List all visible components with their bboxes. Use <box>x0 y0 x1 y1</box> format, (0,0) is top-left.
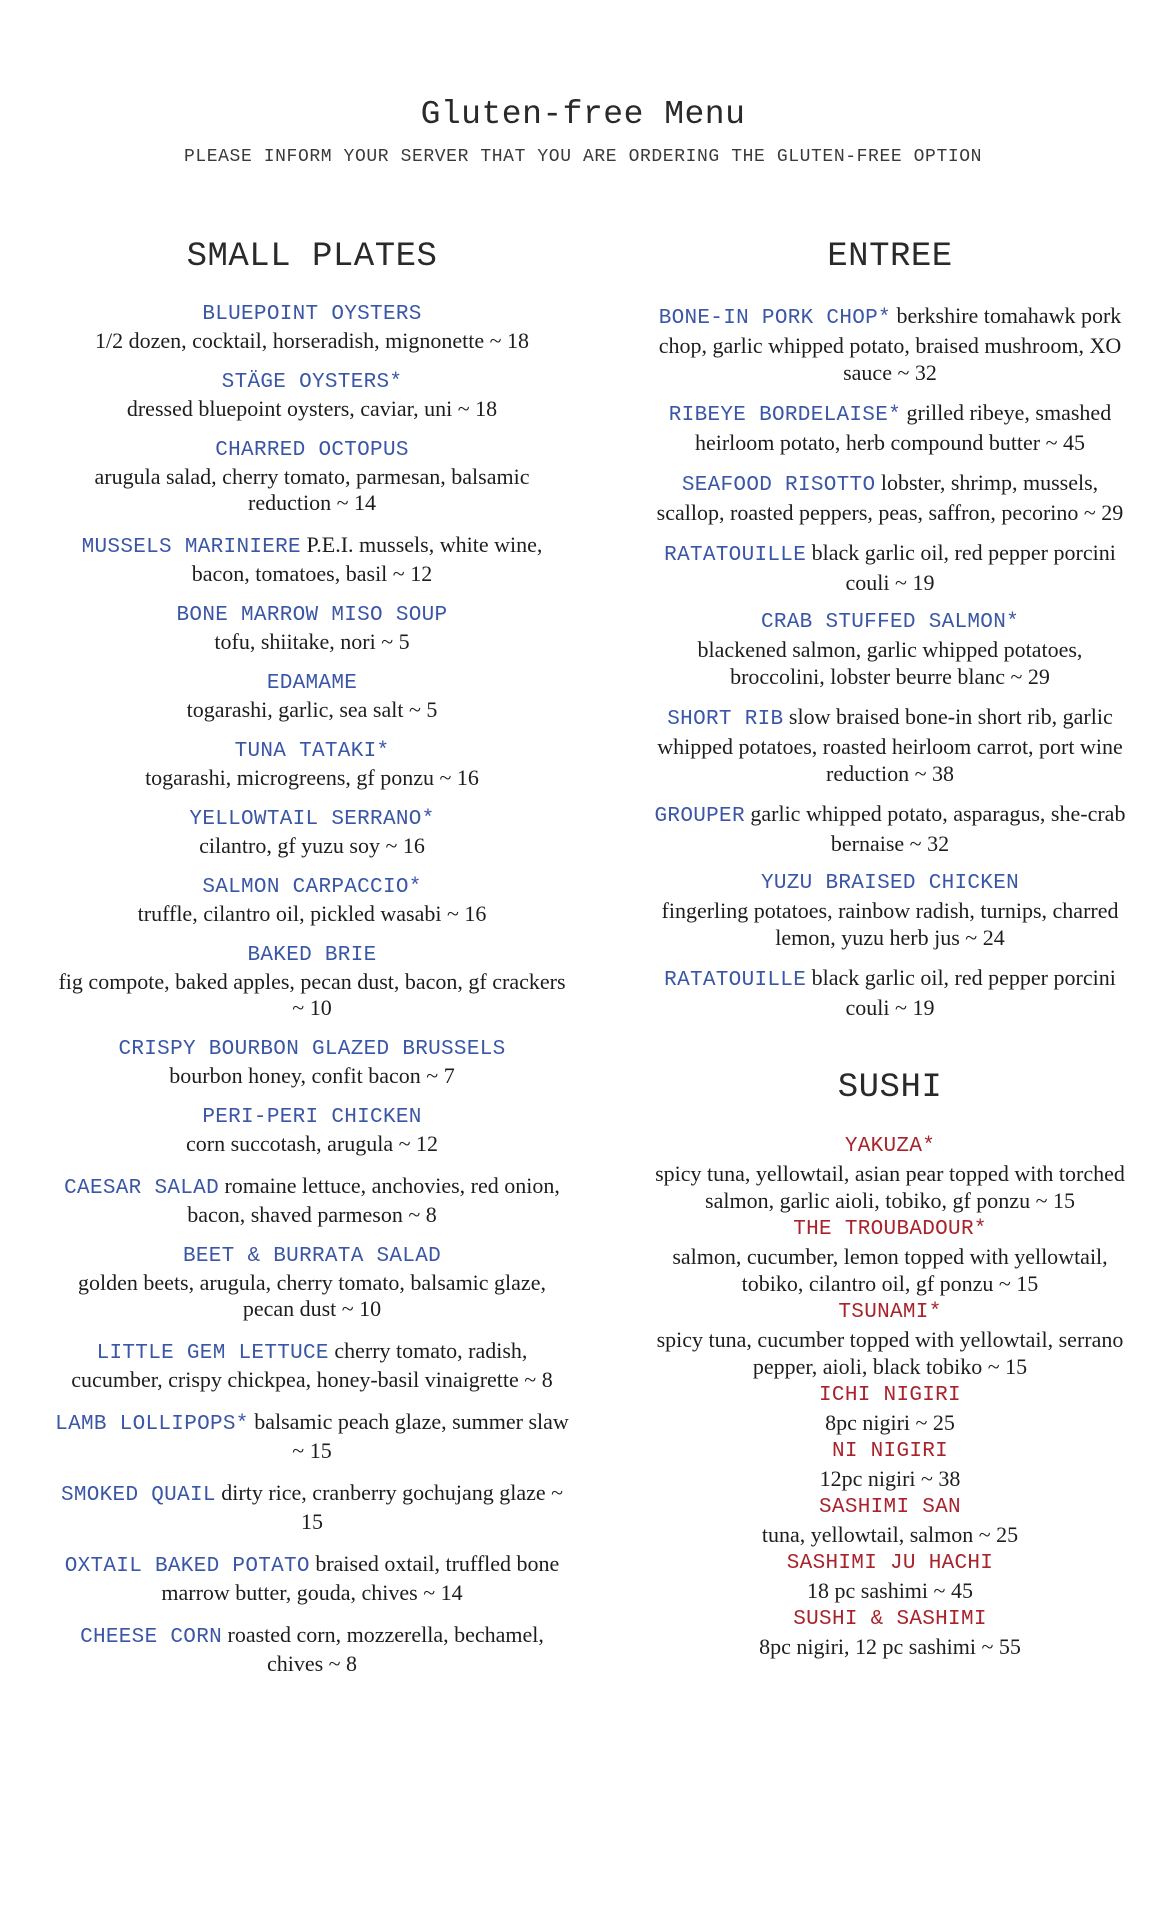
menu-item <box>650 469 1130 526</box>
menu-item-description: braised oxtail, truffled bone marrow butter, gouda, chives ~ 14 <box>161 1551 560 1605</box>
menu-item-name: CRAB STUFFED SALMON* <box>760 611 1020 634</box>
menu-item-description: slow braised bone-in short rib, garlic whipped potatoes, roasted heirloom carrot, port wine reduction ~ 38 <box>657 704 1123 786</box>
menu-item-description: spicy tuna, yellowtail, asian pear topped with torched salmon, garlic aioli, tobiko, gf ponzu ~ 15 <box>655 1161 1125 1213</box>
menu-item <box>650 609 1130 690</box>
menu-item-name: SASHIMI JU HACHI <box>786 1552 994 1575</box>
menu-item <box>52 438 572 516</box>
menu-item <box>650 1438 1130 1492</box>
menu-item-description: balsamic peach glaze, summer slaw ~ 15 <box>254 1409 569 1463</box>
menu-item-name: MUSSELS MARINIERE <box>81 536 301 559</box>
menu-item-name: RATATOUILLE <box>664 969 807 992</box>
menu-header <box>0 96 1166 167</box>
menu-item-name: CHEESE CORN <box>80 1626 223 1649</box>
menu-item-description: garlic whipped potato, asparagus, she-crab bernaise ~ 32 <box>750 801 1126 856</box>
sushi-list <box>650 1133 1130 1660</box>
menu-item-name: YAKUZA* <box>844 1135 936 1158</box>
menu-item-description: lobster, shrimp, mussels, scallop, roasted peppers, peas, saffron, pecorino ~ 29 <box>656 470 1124 525</box>
menu-item-description: corn succotash, arugula ~ 12 <box>186 1131 438 1156</box>
menu-item <box>650 870 1130 951</box>
menu-item <box>52 1037 572 1089</box>
menu-item-name: CHARRED OCTOPUS <box>215 439 409 462</box>
menu-item <box>52 370 572 422</box>
small-plates-column <box>52 238 572 1693</box>
menu-item <box>650 964 1130 1021</box>
menu-item-name: LITTLE GEM LETTUCE <box>96 1342 329 1365</box>
menu-item <box>650 1299 1130 1380</box>
menu-item-description: cilantro, gf yuzu soy ~ 16 <box>199 833 425 858</box>
menu-item <box>52 302 572 354</box>
menu-item <box>650 1382 1130 1436</box>
menu-item-name: YUZU BRAISED CHICKEN <box>760 872 1020 895</box>
entree-title: ENTREE <box>827 238 953 276</box>
menu-item-name: BEET & BURRATA SALAD <box>182 1245 442 1268</box>
menu-item <box>650 1216 1130 1297</box>
menu-item-name: NI NIGIRI <box>831 1440 949 1463</box>
menu-item-description: arugula salad, cherry tomato, parmesan, balsamic reduction ~ 14 <box>94 464 530 515</box>
menu-item <box>52 943 572 1021</box>
menu-item-name: STÄGE OYSTERS* <box>221 371 403 394</box>
small-plates-list <box>52 302 572 1677</box>
menu-item-description: cherry tomato, radish, cucumber, crispy chickpea, honey-basil vinaigrette ~ 8 <box>71 1338 553 1392</box>
menu-item-description: 1/2 dozen, cocktail, horseradish, mignonette ~ 18 <box>94 328 530 353</box>
right-column <box>650 238 1130 1662</box>
menu-item-description: black garlic oil, red pepper porcini couli ~ 19 <box>811 965 1116 1020</box>
menu-item-name: SEAFOOD RISOTTO <box>681 474 876 497</box>
menu-item-name: TUNA TATAKI* <box>234 740 390 763</box>
menu-item <box>52 1551 572 1606</box>
menu-item-name: BAKED BRIE <box>247 944 377 967</box>
menu-item <box>650 1606 1130 1660</box>
menu-item-name: SASHIMI SAN <box>819 1496 961 1519</box>
menu-item-name: TSUNAMI* <box>838 1301 942 1324</box>
menu-item-name: EDAMAME <box>266 672 358 695</box>
menu-item <box>52 1244 572 1322</box>
menu-item-description: P.E.I. mussels, white wine, bacon, tomatoes, basil ~ 12 <box>191 532 543 586</box>
menu-item-description: 18 pc sashimi ~ 45 <box>807 1578 973 1603</box>
menu-item-description: dressed bluepoint oysters, caviar, uni ~ 18 <box>126 396 498 421</box>
menu-item-description: fingerling potatoes, rainbow radish, turnips, charred lemon, yuzu herb jus ~ 24 <box>661 898 1119 950</box>
menu-item <box>52 739 572 791</box>
menu-subtitle: PLEASE INFORM YOUR SERVER THAT YOU ARE ORDERING THE GLUTEN-FREE OPTION <box>183 147 983 167</box>
menu-item <box>650 800 1130 857</box>
menu-item-description: berkshire tomahawk pork chop, garlic whipped potato, braised mushroom, XO sauce ~ 32 <box>658 303 1122 385</box>
menu-item <box>52 1338 572 1393</box>
menu-item <box>650 1550 1130 1604</box>
menu-item-name: YELLOWTAIL SERRANO* <box>189 808 435 831</box>
menu-item-name: OXTAIL BAKED POTATO <box>64 1555 310 1578</box>
menu-item-description: 8pc nigiri, 12 pc sashimi ~ 55 <box>759 1634 1021 1659</box>
menu-item-description: black garlic oil, red pepper porcini couli ~ 19 <box>811 540 1116 595</box>
menu-item <box>650 1133 1130 1214</box>
menu-item-name: LAMB LOLLIPOPS* <box>55 1413 249 1436</box>
menu-item <box>52 671 572 723</box>
menu-item <box>52 532 572 587</box>
menu-item-description: dirty rice, cranberry gochujang glaze ~ 15 <box>221 1480 564 1534</box>
menu-item-description: bourbon honey, confit bacon ~ 7 <box>169 1063 455 1088</box>
menu-item-description: 12pc nigiri ~ 38 <box>819 1466 961 1491</box>
menu-item <box>650 1494 1130 1548</box>
menu-item-description: spicy tuna, cucumber topped with yellowtail, serrano pepper, aioli, black tobiko ~ 15 <box>656 1327 1124 1379</box>
menu-item-name: BLUEPOINT OYSTERS <box>202 303 422 326</box>
menu-item <box>650 399 1130 456</box>
menu-item-description: tuna, yellowtail, salmon ~ 25 <box>761 1522 1019 1547</box>
sushi-title: SUSHI <box>837 1069 943 1107</box>
menu-item-name: RIBEYE BORDELAISE* <box>668 404 902 427</box>
menu-item-description: tofu, shiitake, nori ~ 5 <box>214 629 410 654</box>
menu-item-name: SMOKED QUAIL <box>60 1484 216 1507</box>
menu-item <box>52 1622 572 1677</box>
menu-item <box>650 302 1130 386</box>
menu-item-description: togarashi, microgreens, gf ponzu ~ 16 <box>145 765 479 790</box>
menu-item-name: ICHI NIGIRI <box>819 1384 961 1407</box>
menu-item-description: salmon, cucumber, lemon topped with yellowtail, tobiko, cilantro oil, gf ponzu ~ 15 <box>672 1244 1108 1296</box>
menu-item-description: romaine lettuce, anchovies, red onion, bacon, shaved parmeson ~ 8 <box>187 1173 560 1227</box>
menu-item <box>52 1173 572 1228</box>
menu-item-name: CRISPY BOURBON GLAZED BRUSSELS <box>118 1038 506 1061</box>
menu-item-description: togarashi, garlic, sea salt ~ 5 <box>186 697 438 722</box>
menu-item-name: BONE-IN PORK CHOP* <box>658 307 891 330</box>
menu-title: Gluten-free Menu <box>420 96 746 133</box>
entree-list <box>650 302 1130 1021</box>
menu-item-name: SALMON CARPACCIO* <box>202 876 422 899</box>
small-plates-title: SMALL PLATES <box>186 238 438 276</box>
menu-item <box>52 1105 572 1157</box>
menu-item-name: RATATOUILLE <box>664 544 807 567</box>
menu-item-description: grilled ribeye, smashed heirloom potato, herb compound butter ~ 45 <box>694 400 1112 455</box>
menu-item <box>52 875 572 927</box>
menu-item <box>52 807 572 859</box>
menu-item-description: fig compote, baked apples, pecan dust, bacon, gf crackers ~ 10 <box>58 969 566 1020</box>
menu-item-name: GROUPER <box>654 805 745 828</box>
menu-item-name: SHORT RIB <box>667 708 784 731</box>
menu-item-name: THE TROUBADOUR* <box>793 1218 987 1241</box>
menu-item <box>52 1409 572 1464</box>
menu-item-name: PERI-PERI CHICKEN <box>202 1106 422 1129</box>
menu-item-description: blackened salmon, garlic whipped potatoes, broccolini, lobster beurre blanc ~ 29 <box>697 637 1083 689</box>
menu-item <box>650 703 1130 787</box>
menu-item-description: golden beets, arugula, cherry tomato, balsamic glaze, pecan dust ~ 10 <box>78 1270 546 1321</box>
menu-item <box>650 539 1130 596</box>
menu-item-name: SUSHI & SASHIMI <box>793 1608 987 1631</box>
menu-item-description: truffle, cilantro oil, pickled wasabi ~ 16 <box>137 901 487 926</box>
menu-item-name: BONE MARROW MISO SOUP <box>176 604 448 627</box>
menu-item-description: roasted corn, mozzerella, bechamel, chives ~ 8 <box>227 1622 544 1676</box>
menu-item <box>52 1480 572 1535</box>
menu-item-description: 8pc nigiri ~ 25 <box>825 1410 955 1435</box>
menu-item-name: CAESAR SALAD <box>64 1177 219 1200</box>
menu-item <box>52 603 572 655</box>
